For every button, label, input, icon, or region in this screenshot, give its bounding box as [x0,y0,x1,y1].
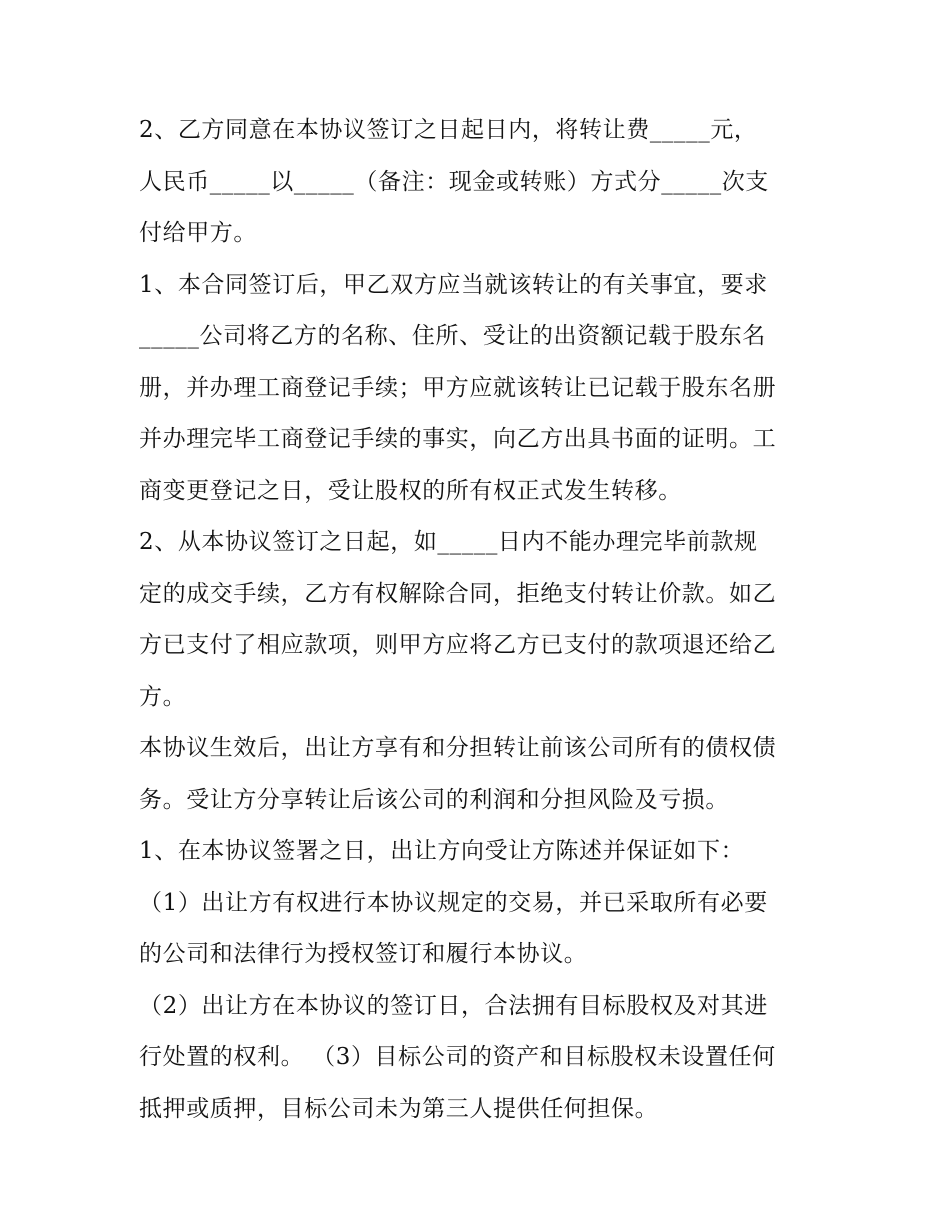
text-line: （1）出让方有权进行本协议规定的交易，并已采取所有必要 [139,889,768,916]
text-line: _____公司将乙方的名称、住所、受让的出资额记载于股东名 [139,323,766,349]
text-line: 的公司和法律行为授权签订和履行本协议。 [139,941,588,967]
paragraph-debts [139,723,819,826]
text-line: 行处置的权利。 （3）目标公司的资产和目标股权未设置任何 [139,1044,776,1070]
text-line: 2、从本协议签订之日起，如_____日内不能办理完毕前款规 [139,529,758,555]
text-line: 方已支付了相应款项，则甲方应将乙方已支付的款项退还给乙 [139,632,777,658]
paragraph-warranty-1 [139,878,819,981]
text-line: 并办理完毕工商登记手续的事实，向乙方出具书面的证明。工 [139,426,777,452]
text-line: 付给甲方。 [139,220,257,246]
text-line: 1、在本协议签署之日，出让方向受让方陈述并保证如下： [139,838,745,864]
paragraph-registration [139,260,819,518]
text-line: （2）出让方在本协议的签订日，合法拥有目标股权及对其进 [139,992,768,1019]
text-line: 抵押或质押，目标公司未为第三人提供任何担保。 [139,1095,659,1122]
document-body [139,105,819,1135]
text-line: 商变更登记之日，受让股权的所有权正式发生转移。 [139,477,682,504]
text-line: 本协议生效后，出让方享有和分担转让前该公司所有的债权债 [139,735,777,761]
paragraph-warranties-intro [139,826,819,878]
paragraph-payment-terms [139,105,819,260]
text-line: 人民币_____以_____（备注：现金或转账）方式分_____次支 [139,168,769,195]
text-line: 定的成交手续，乙方有权解除合同，拒绝支付转让价款。如乙 [139,580,777,607]
text-line: 2、乙方同意在本协议签订之日起日内，将转让费_____元， [139,117,758,143]
text-line: 册，并办理工商登记手续；甲方应就该转让已记载于股东名册 [139,374,777,401]
text-line: 1、本合同签订后，甲乙双方应当就该转让的有关事宜，要求 [139,271,768,298]
text-line: 务。受让方分享转让后该公司的利润和分担风险及亏损。 [139,786,729,813]
paragraph-warranty-2-3 [139,981,819,1136]
paragraph-termination [139,517,819,723]
text-line: 方。 [139,683,187,710]
